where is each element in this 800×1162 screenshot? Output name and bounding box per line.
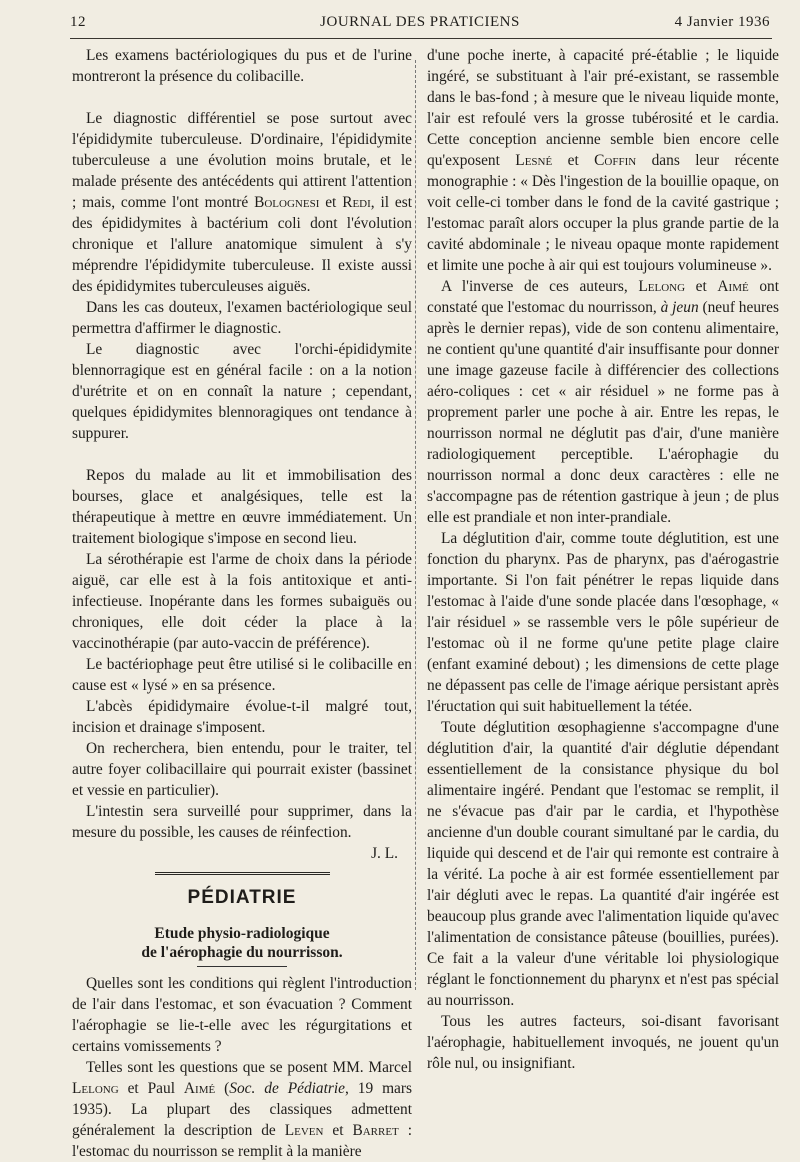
paragraph: A l'inverse de ces auteurs, Lelong et Aimé ont constaté que l'estomac du nourrisson, à jeun (neuf heures après le dernier repas), vide de son contenu alimentaire, ne contient qu'une quantité d'air insuffisante pour donner une image gazeuse facile à différencier des collections aéro-coliques : cet « air résiduel » ne forme pas à proprement parler une poche à air. Entre les repas, le nourrisson normal ne déglutit pas d'air, d'une manière radiologiquement perceptible. L'aérophagie du nourrisson normal a donc deux caractères : elle ne s'accompagne pas de rétention gastrique à jeun ; de plus elle est prandiale et non inter-prandiale. <box>427 278 779 526</box>
page-number: 12 <box>70 14 86 30</box>
journal-title: JOURNAL DES PRATICIENS <box>320 14 520 30</box>
column-divider <box>415 60 416 990</box>
paragraph: La sérothérapie est l'arme de choix dans la période aiguë, car elle est à la fois antitoxique et anti-infectieuse. Inopérante dans les formes subaiguës ou chroniques, elle doit céder la place à la vaccinothérapie (par auto-vaccin de préférence). <box>72 551 412 652</box>
author-name: Redi <box>342 194 371 211</box>
author-name: Leven <box>284 1122 324 1139</box>
right-column <box>427 45 779 1074</box>
paragraph: Repos du malade au lit et immobilisation des bourses, glace et analgésiques, telle est la thérapeutique à mettre en œuvre immédiatement. Un traitement biologique s'impose en second lieu. <box>72 467 412 547</box>
author-name: Barret <box>352 1122 399 1139</box>
author-name: Lesné <box>515 152 553 169</box>
paragraph: Telles sont les questions que se posent MM. Marcel Lelong et Paul Aimé (Soc. de Pédiatrie, 19 mars 1935). La plupart des classiques admettent généralement la description de Leven et Barret : l'estomac du nourrisson se remplit à la manière <box>72 1059 412 1160</box>
journal-reference: Soc. de Pédiatrie <box>229 1080 345 1097</box>
issue-date: 4 Janvier 1936 <box>674 14 770 30</box>
author-name: Lelong <box>72 1080 119 1097</box>
article-title: Etude physio-radiologique de l'aérophagie du nourrisson. <box>141 925 343 961</box>
running-header <box>70 14 770 36</box>
paragraph: Toute déglutition œsophagienne s'accompagne d'une déglutition d'air, la quantité d'air déglutie dépendant essentiellement de la consistance physique du bol alimentaire ingéré. Pendant que l'estomac se remplit, il ne s'évacue pas d'air par le cardia, et l'hypothèse ancienne d'un double courant simultané par le cardia, du liquide qui descend et de l'air qui remonte est contraire à la vérité. La poche à air est formée essentiellement par l'air dégluti avec le repas. La quantité d'air ingérée est beaucoup plus grande avec l'alimentation liquide qu'avec l'alimentation de consistance pâteuse (bouillies, purées). Ce fait a la valeur d'une véritable loi physiologique réglant le fonctionnement du pharynx et n'est pas spécial au nourrisson. <box>427 719 779 1009</box>
author-name: Aimé <box>717 278 749 295</box>
paragraph: d'une poche inerte, à capacité pré-établie ; le liquide ingéré, se substituant à l'air pré-existant, se rassemble dans le bas-fond ; à mesure que le niveau liquide monte, l'air est refoulé vers la grosse tubérosité et le cardia. Cette conception ancienne semble bien encore celle qu'exposent Lesné et Coffin dans leur récente monographie : « Dès l'ingestion de la bouillie opaque, on voit celle-ci tomber dans le fond de la cavité gastrique ; l'estomac paraît alors occuper la plus grande partie de la cavité abdominale ; le niveau opaque monte rapidement et limite une poche à air qui est toujours volumineuse ». <box>427 47 779 274</box>
title-rule <box>197 966 287 967</box>
paragraph: Le diagnostic différentiel se pose surtout avec l'épididymite tuberculeuse. D'ordinaire, l'épididymite tuberculeuse a une évolution moins brutale, et le malade présente des antécédents qui attirent l'attention ; mais, comme l'ont montré Bolognesi et Redi, il est des épididymites à bactérium coli dont l'évolution chronique et l'allure anatomique simulent à s'y méprendre l'épididymite tuberculeuse. Il existe aussi des épididymites tuberculeuses aiguës. <box>72 110 412 295</box>
author-name: Bolognesi <box>254 194 320 211</box>
paragraph: L'abcès épididymaire évolue-t-il malgré tout, incision et drainage s'imposent. <box>72 698 412 736</box>
paragraph: Quelles sont les conditions qui règlent l'introduction de l'air dans l'estomac, et son évacuation ? Comment l'aérophagie se lie-t-elle avec les régurgitations et certains vomissements ? <box>72 975 412 1055</box>
header-rule <box>70 38 772 39</box>
section-rule <box>155 872 330 877</box>
paragraph: Tous les autres facteurs, soi-disant favorisant l'aérophagie, habituellement invoqués, ne jouent qu'un rôle nul, ou insignifiant. <box>427 1013 779 1072</box>
paragraph: On recherchera, bien entendu, pour le traiter, tel autre foyer colibacillaire qui pourrait exister (bassinet et vessie en particulier). <box>72 740 412 799</box>
author-name: Coffin <box>594 152 637 169</box>
author-name: Lelong <box>638 278 686 295</box>
left-column <box>72 45 412 1162</box>
signature: J. L. <box>371 845 398 862</box>
paragraph: L'intestin sera surveillé pour supprimer, dans la mesure du possible, les causes de réinfection. <box>72 803 412 841</box>
paragraph: Dans les cas douteux, l'examen bactériologique seul permettra d'affirmer le diagnostic. <box>72 299 412 337</box>
author-name: Aimé <box>183 1080 216 1097</box>
paragraph: Le diagnostic avec l'orchi-épididymite blennorragique est en général facile : on a la notion d'urétrite et on en connaît la nature ; cependant, quelques épididymites blennoragiques ont tendance à suppurer. <box>72 341 412 442</box>
section-heading: PÉDIATRIE <box>187 887 297 908</box>
paragraph: La déglutition d'air, comme toute déglutition, est une fonction du pharynx. Pas de pharynx, pas d'aérogastrie importante. Si l'on fait pénétrer le repas liquide dans l'estomac à l'aide d'une sonde placée dans l'œsophage, « l'air résiduel » se rassemble vers le pôle supérieur de l'estomac où il ne forme qu'une petite plage claire (enfant examiné debout) ; les dimensions de cette plage ne dépassent pas celle de l'image aérique persistant après l'éructation qui suit habituellement la tétée. <box>427 530 779 715</box>
paragraph: Le bactériophage peut être utilisé si le colibacille en cause est « lysé » en sa présence. <box>72 656 412 694</box>
paragraph: Les examens bactériologiques du pus et de l'urine montreront la présence du colibacille. <box>72 47 412 85</box>
